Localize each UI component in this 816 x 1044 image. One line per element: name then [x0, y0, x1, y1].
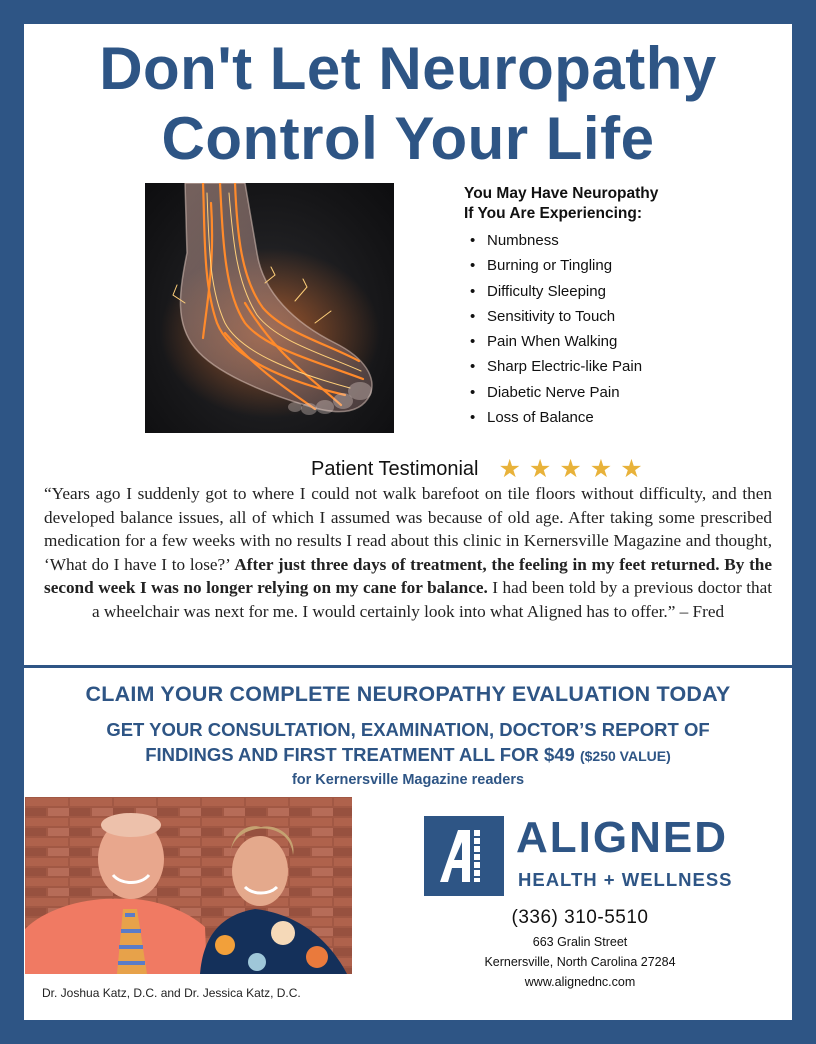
- testimonial-quote: [44, 482, 772, 623]
- star-icon: ★: [528, 455, 552, 483]
- offer-value: ($250 VALUE): [579, 748, 671, 764]
- symptoms-heading: [464, 184, 784, 224]
- offer-text: [24, 717, 792, 769]
- doctors-photo: [25, 797, 352, 974]
- list-item: [464, 279, 784, 304]
- headline-line-1: Don't Let Neuropathy: [99, 35, 717, 102]
- bullet-icon: •: [470, 307, 476, 325]
- foot-nerves-graphic: [145, 183, 394, 433]
- doctors-caption: Dr. Joshua Katz, D.C. and Dr. Jessica Katz, D.C.: [42, 986, 301, 1000]
- flyer-sheet: [24, 24, 792, 1020]
- list-item: [464, 380, 784, 405]
- section-divider: [24, 665, 792, 668]
- testimonial-title: Patient Testimonial: [311, 457, 479, 480]
- headline: [24, 34, 792, 174]
- symptoms-heading-line-1: You May Have Neuropathy: [464, 185, 659, 202]
- list-item: [464, 304, 784, 329]
- bullet-icon: •: [470, 383, 476, 401]
- testimonial-text-part-1: “Years ago I suddenly got to where I could not walk barefoot on tile floors without difficulty, and then developed balance issues, all of which I assumed was because of old age. After taking some prescribed medication for a few weeks with no results I read about this clinic in Kernersville Magazine and thought, ‘What do I have I to lose?’: [44, 484, 772, 574]
- offer-line-1: GET YOUR CONSULTATION, EXAMINATION, DOCTOR’S REPORT OF: [106, 719, 710, 740]
- phone-number[interactable]: (336) 310-5510: [511, 907, 649, 928]
- symptom-list: [464, 228, 784, 430]
- street-address: 663 Gralin Street: [532, 935, 628, 949]
- bullet-icon: •: [470, 358, 476, 376]
- star-icon: ★: [620, 455, 643, 483]
- symptom-label: Diabetic Nerve Pain: [487, 383, 620, 401]
- claim-heading: CLAIM YOUR COMPLETE NEUROPATHY EVALUATION TODAY: [85, 682, 731, 706]
- city-address: Kernersville, North Carolina 27284: [484, 955, 676, 969]
- symptom-label: Sharp Electric-like Pain: [487, 358, 643, 376]
- symptom-label: Burning or Tingling: [487, 257, 613, 275]
- symptoms-panel: [464, 184, 784, 430]
- star-icon: ★: [559, 455, 582, 483]
- list-item: [464, 405, 784, 430]
- symptom-label: Difficulty Sleeping: [487, 282, 606, 300]
- offer-line-2: FINDINGS AND FIRST TREATMENT ALL FOR $49: [145, 744, 575, 765]
- symptom-label: Sensitivity to Touch: [487, 307, 616, 325]
- list-item: [464, 354, 784, 379]
- headline-line-2: Control Your Life: [161, 105, 655, 172]
- list-item: [464, 253, 784, 278]
- list-item: [464, 228, 784, 253]
- contact-block: [460, 904, 700, 992]
- neuropathy-foot-illustration: [145, 183, 394, 433]
- star-rating: [499, 456, 643, 482]
- website-link[interactable]: www.alignednc.com: [524, 975, 636, 989]
- brand-tagline: HEALTH + WELLNESS: [518, 869, 733, 890]
- star-icon: ★: [589, 455, 613, 483]
- list-item: [464, 329, 784, 354]
- aligned-logo-icon: [424, 816, 504, 896]
- bullet-icon: •: [470, 257, 476, 275]
- bullet-icon: •: [470, 282, 476, 300]
- symptom-label: Numbness: [487, 232, 559, 249]
- aligned-logo-graphic: [424, 816, 504, 896]
- bullet-icon: •: [470, 232, 476, 249]
- bullet-icon: •: [470, 409, 476, 427]
- testimonial-text-part-2: I had been told by a previous doctor that a wheelchair was next for me. I would certainly look into what Aligned has to offer.” – Fred: [91, 578, 772, 621]
- testimonial-header: [311, 455, 643, 483]
- bullet-icon: •: [470, 333, 476, 351]
- symptoms-heading-line-2: If You Are Experiencing:: [464, 205, 643, 222]
- testimonial-text-bold: After just three days of treatment, the feeling in my feet returned. By the second week I was no longer relying on my cane for balance.: [44, 554, 772, 597]
- doctors-photo-graphic: [25, 797, 352, 974]
- symptom-label: Loss of Balance: [487, 409, 594, 427]
- readers-note: for Kernersville Magazine readers: [291, 772, 525, 788]
- brand-name: ALIGNED: [516, 813, 728, 862]
- symptom-label: Pain When Walking: [487, 333, 618, 351]
- star-icon: ★: [498, 455, 521, 483]
